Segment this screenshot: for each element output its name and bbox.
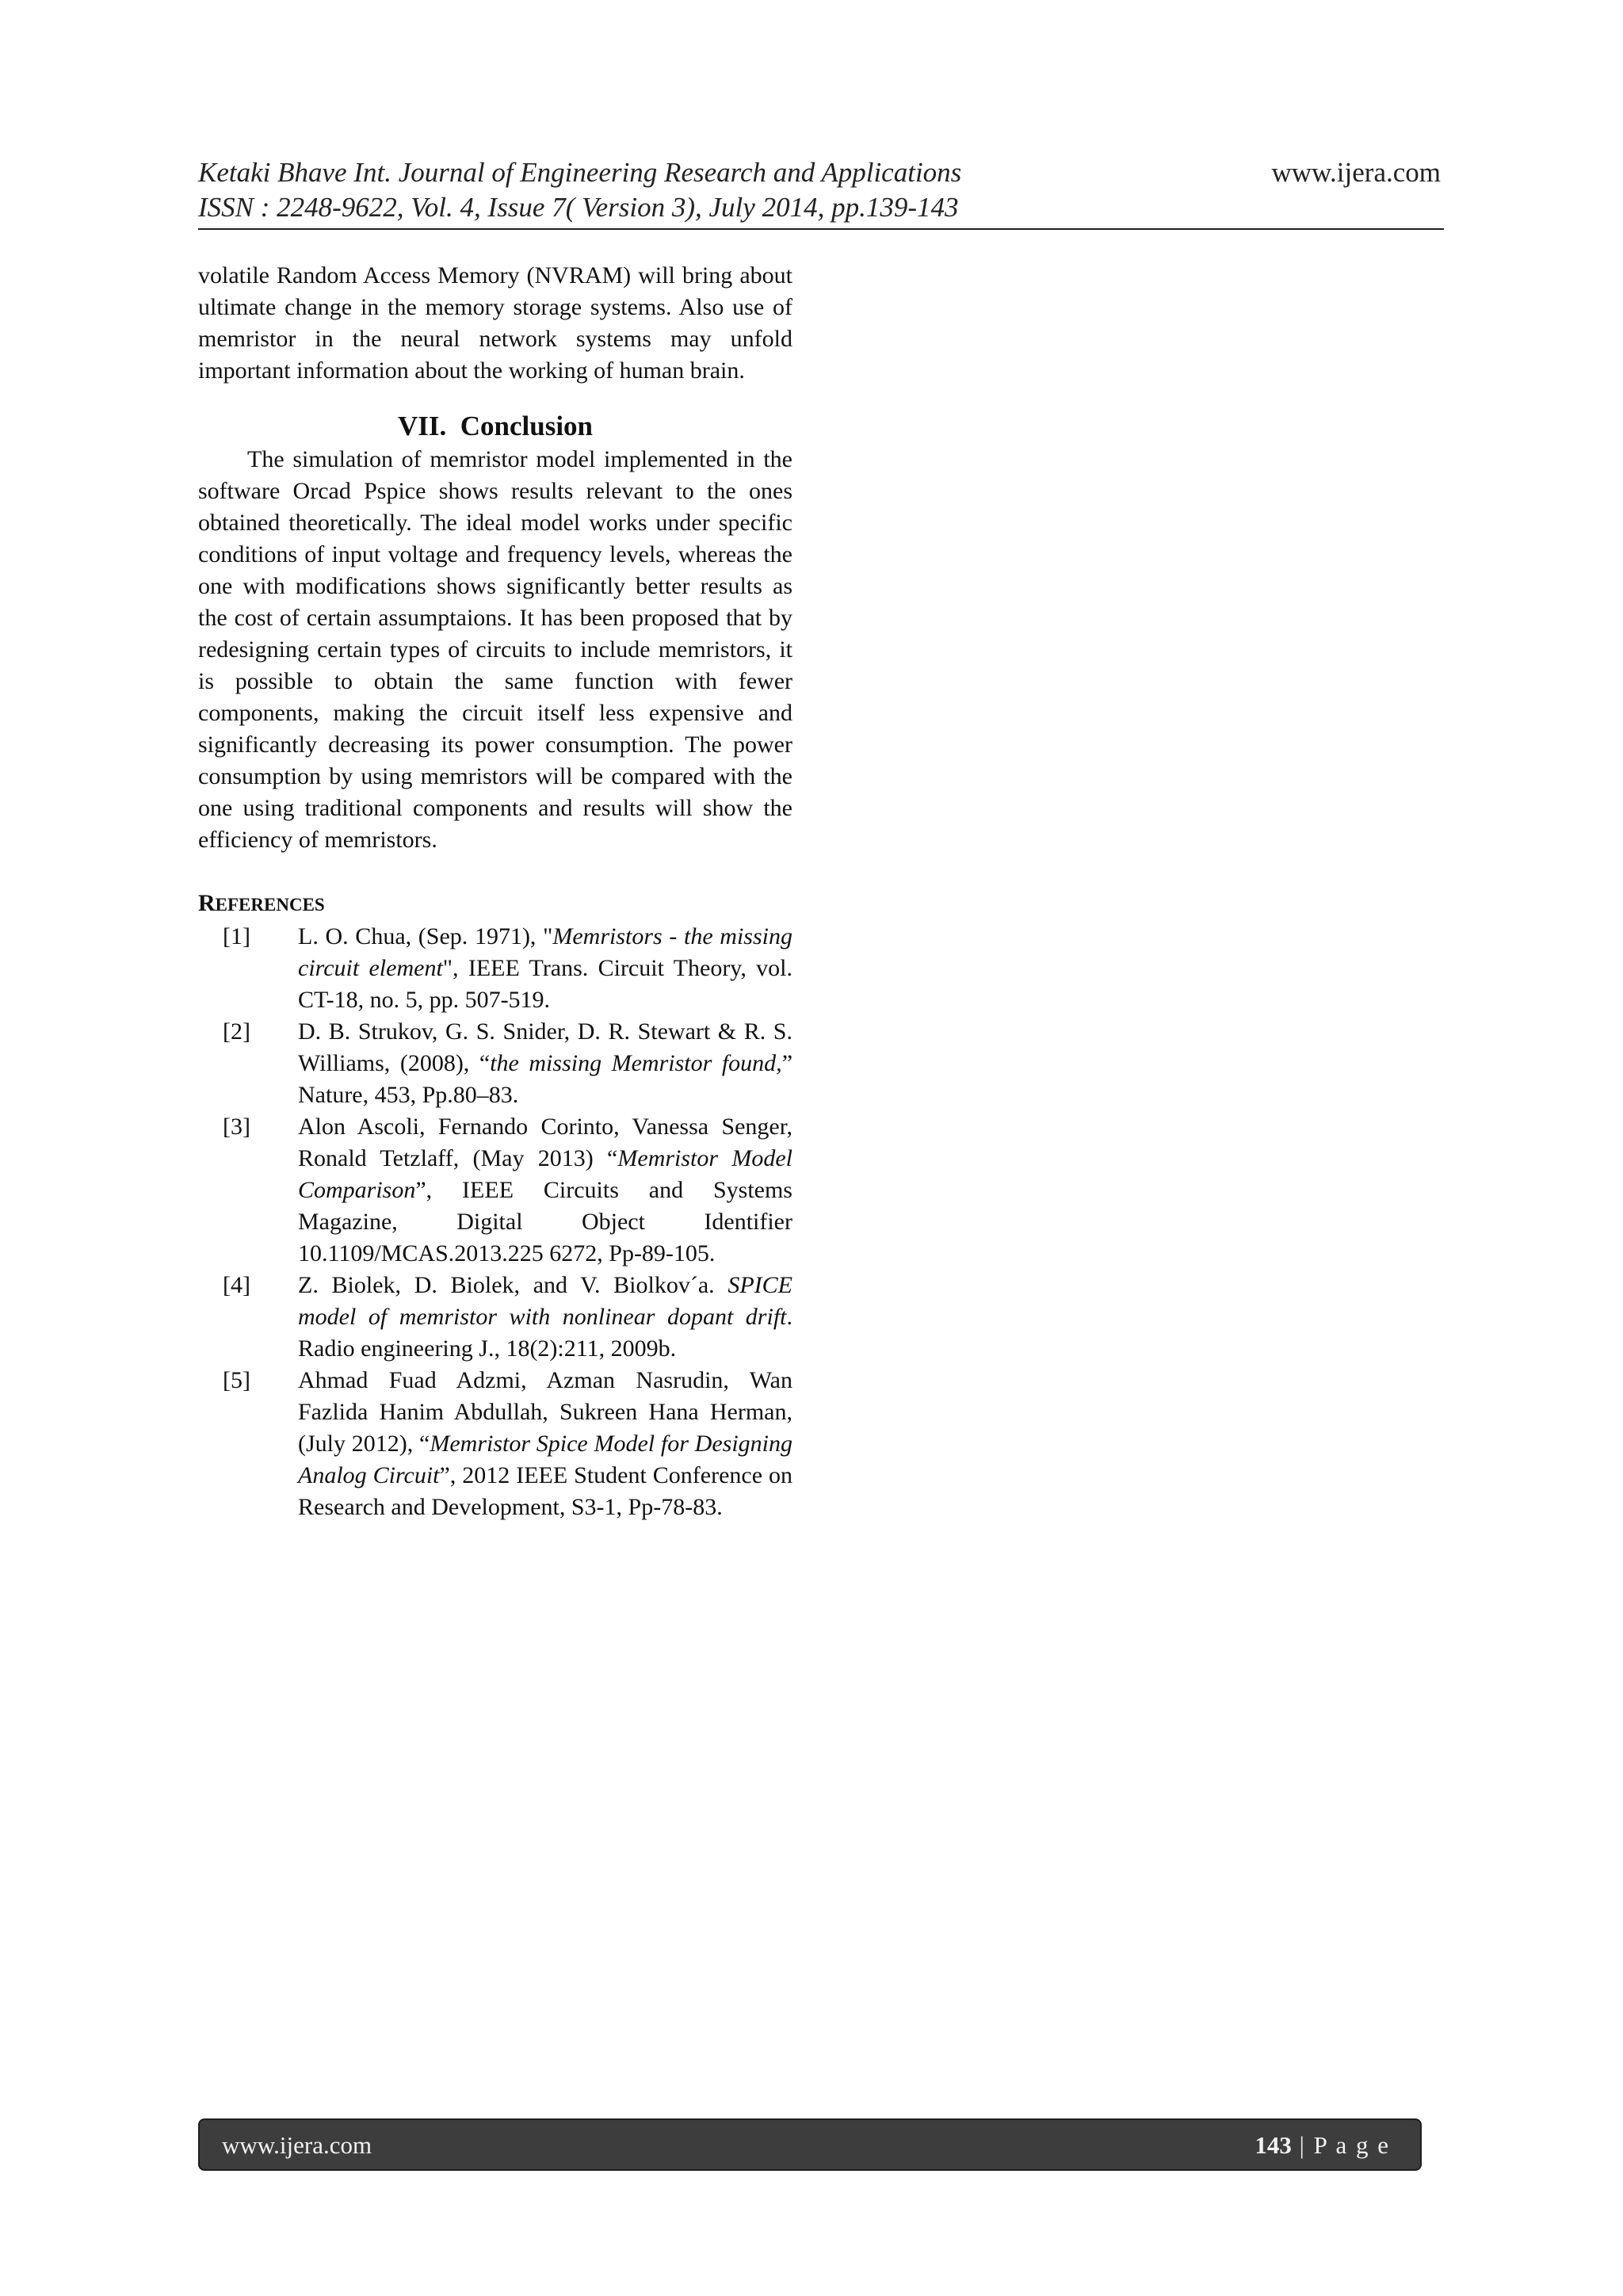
- reference-item: [198, 1270, 792, 1365]
- reference-title: Memristor Spice Model for Designing Analog Circuit: [298, 1431, 793, 1488]
- page-footer: [198, 2118, 1422, 2171]
- reference-item: [198, 1111, 792, 1270]
- header-issn-line: ISSN : 2248-9622, Vol. 4, Issue 7( Version 3), July 2014, pp.139-143: [198, 192, 959, 223]
- reference-number: [3]: [223, 1114, 250, 1140]
- reference-text: Alon Ascoli, Fernando Corinto, Vanessa Senger, Ronald Tetzlaff, (May 2013) “: [298, 1114, 792, 1171]
- reference-list: [198, 921, 792, 1523]
- footer-page-info: [1254, 2131, 1390, 2160]
- reference-text: ", IEEE Trans. Circuit Theory, vol. CT-18, no. 5, pp. 507-519.: [298, 955, 792, 1013]
- header-journal-line: Ketaki Bhave Int. Journal of Engineering Research and Applications: [198, 157, 962, 188]
- reference-item: [198, 1365, 792, 1523]
- reference-title: SPICE model of memristor with nonlinear dopant drift: [298, 1272, 792, 1330]
- reference-text: D. B. Strukov, G. S. Snider, D. R. Stewart & R. S. Williams, (2008), “: [298, 1018, 792, 1076]
- section-title: Conclusion: [460, 411, 594, 441]
- references-heading-initial: R: [198, 890, 216, 916]
- references-heading: [198, 888, 792, 921]
- reference-number: [1]: [223, 923, 250, 949]
- page-label: | P a g e: [1291, 2131, 1390, 2159]
- reference-text: L. O. Chua, (Sep. 1971), ": [298, 923, 553, 949]
- reference-text: Ahmad Fuad Adzmi, Azman Nasrudin, Wan Fazlida Hanim Abdullah, Sukreen Hana Herman, (July 2012), “: [298, 1367, 792, 1457]
- reference-text: ”, IEEE Circuits and Systems Magazine, Digital Object Identifier 10.1109/MCAS.2013.225 6272, Pp-89-105.: [298, 1177, 792, 1266]
- reference-title: Memristor Model Comparison: [298, 1145, 792, 1203]
- section-number: VII.: [397, 411, 447, 441]
- reference-number: [4]: [223, 1272, 250, 1298]
- reference-title: Memristors - the missing circuit element: [298, 923, 792, 981]
- conclusion-body: The simulation of memristor model implemented in the software Orcad Pspice shows results relevant to the ones obtained theoretically. The ideal model works under specific conditions of input voltage and frequency levels, whereas the one with modifications shows significantly better results as the cost of certain assumptaions. It has been proposed that by redesigning certain types of circuits to include memristors, it is possible to obtain the same function with fewer components, making the circuit itself less expensive and significantly decreasing its power consumption. The power consumption by using memristors will be compared with the one using traditional components and results will show the efficiency of memristors.: [198, 446, 792, 853]
- reference-text: . Radio engineering J., 18(2):211, 2009b.: [298, 1304, 792, 1362]
- reference-item: [198, 1016, 792, 1111]
- conclusion-heading: [198, 409, 792, 444]
- footer-website: www.ijera.com: [222, 2131, 372, 2159]
- left-column: [198, 260, 792, 1523]
- header-website: www.ijera.com: [1271, 157, 1441, 188]
- references-heading-rest: EFERENCES: [215, 895, 325, 915]
- reference-number: [5]: [223, 1367, 250, 1393]
- header-divider: [198, 228, 1444, 230]
- reference-text: ” Nature, 453, Pp.80–83.: [298, 1050, 793, 1108]
- intro-paragraph: volatile Random Access Memory (NVRAM) will bring about ultimate change in the memory storage systems. Also use of memristor in the neural network systems may unfold important information about the working of human brain.: [198, 262, 792, 384]
- reference-title: the missing Memristor found,: [490, 1050, 782, 1076]
- reference-text: ”, 2012 IEEE Student Conference on Research and Development, S3-1, Pp-78-83.: [298, 1462, 792, 1520]
- page-number: 143: [1254, 2131, 1292, 2159]
- reference-text: Z. Biolek, D. Biolek, and V. Biolkov´a.: [298, 1272, 728, 1298]
- reference-number: [2]: [223, 1018, 250, 1045]
- header-citation: [198, 155, 961, 225]
- reference-item: [198, 921, 792, 1016]
